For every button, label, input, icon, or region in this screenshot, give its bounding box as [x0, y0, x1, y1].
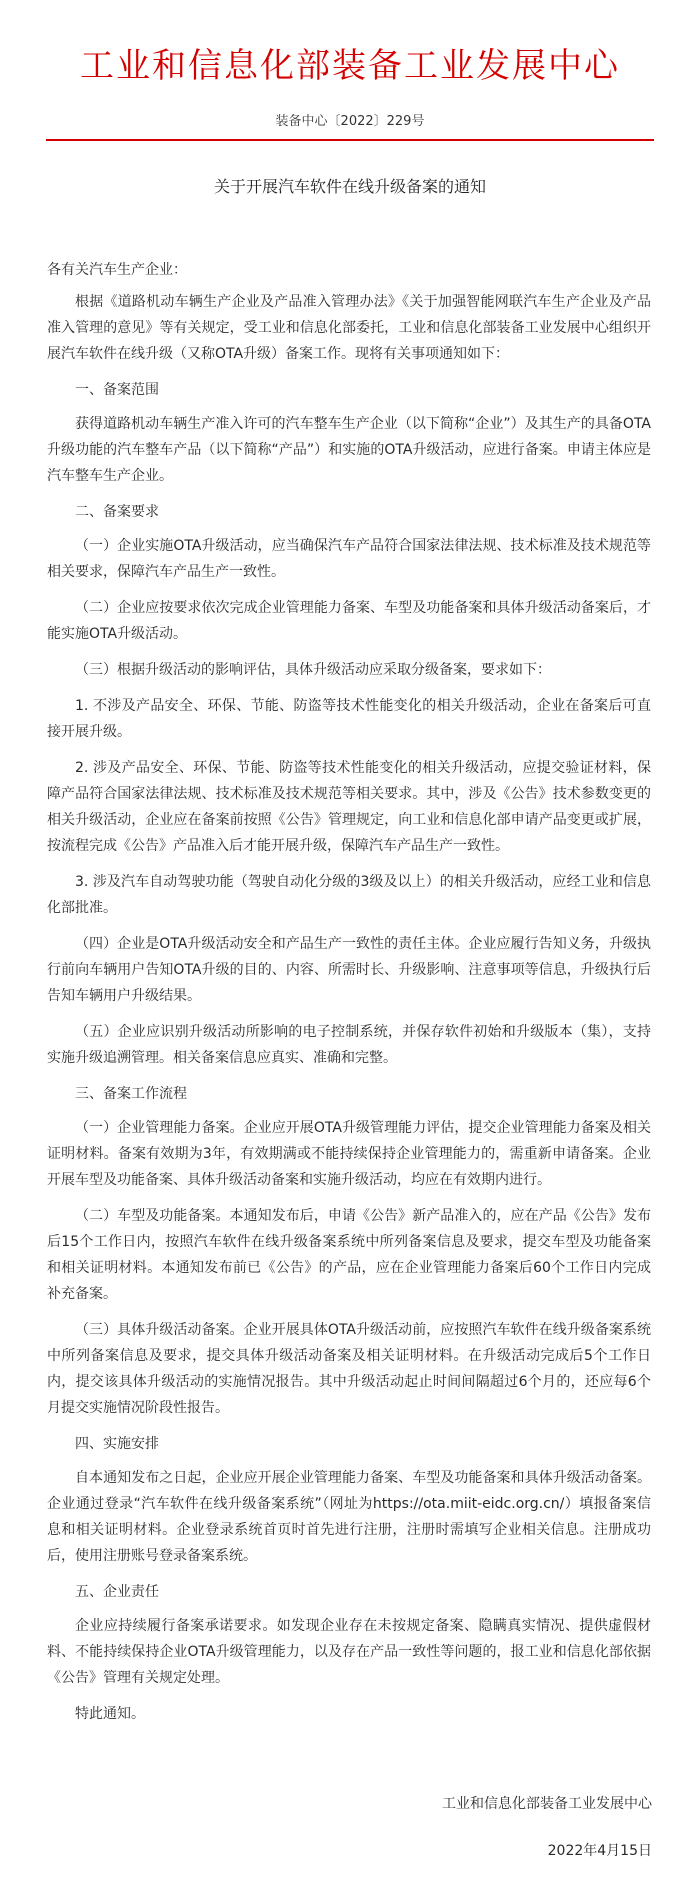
body-paragraph-responsibility: 企业应持续履行备案承诺要求。如发现企业存在未按规定备案、隐瞒真实情况、提供虚假材料、不能持续保持企业OTA升级管理能力，以及存在产品一致性等问题的，报工业和信息化部依据《公告》管理有关规定处理。 — [47, 1618, 651, 1686]
body-paragraph-arrangement: 自本通知发布之日起，企业应开展企业管理能力备案、车型及功能备案和具体升级活动备案。企业通过登录“汽车软件在线升级备案系统”（网址为https://ota.miit-eidc.org.cn/）填报备案信息和相关证明材料。企业登录系统首页时首先进行注册，注册时需填写企业相关信息。注册成功后，使用注册账号登录备案系统。 — [47, 1470, 651, 1564]
body-paragraph-req-3-item-1: 1. 不涉及产品安全、环保、节能、防盗等技术性能变化的相关升级活动，企业在备案后可直接开展升级。 — [47, 698, 651, 740]
section-heading-responsibility: 五、企业责任 — [75, 1584, 159, 1600]
section-heading-arrangement: 四、实施安排 — [75, 1436, 159, 1452]
body-paragraph-scope: 获得道路机动车辆生产准入许可的汽车整车生产企业（以下简称“企业”）及其生产的具备OTA升级功能的汽车整车产品（以下简称“产品”）和实施的OTA升级活动，应进行备案。申请主体应是汽车整车生产企业。 — [47, 416, 651, 484]
notice-body — [47, 257, 651, 1737]
section-heading-workflow: 三、备案工作流程 — [75, 1086, 187, 1102]
body-paragraph-req-1: （一）企业实施OTA升级活动，应当确保汽车产品符合国家法律法规、技术标准及技术规范等相关要求，保障汽车产品生产一致性。 — [47, 538, 651, 580]
body-paragraph-req-3: （三）根据升级活动的影响评估，具体升级活动应采取分级备案，要求如下： — [75, 662, 551, 678]
section-heading-scope: 一、备案范围 — [75, 382, 159, 398]
body-paragraph-req-5: （五）企业应识别升级活动所影响的电子控制系统，并保存软件初始和升级版本（集），支持实施升级追溯管理。相关备案信息应真实、准确和完整。 — [47, 1024, 651, 1066]
body-paragraph-req-4: （四）企业是OTA升级活动安全和产品生产一致性的责任主体。企业应履行告知义务，升级执行前向车辆用户告知OTA升级的目的、内容、所需时长、升级影响、注意事项等信息，升级执行后告知车辆用户升级结果。 — [47, 936, 651, 1004]
body-paragraph-req-2: （二）企业应按要求依次完成企业管理能力备案、车型及功能备案和具体升级活动备案后，才能实施OTA升级活动。 — [47, 600, 651, 642]
masthead-org-name: 工业和信息化部装备工业发展中心 — [80, 46, 620, 86]
body-paragraph-workflow-2: （二）车型及功能备案。本通知发布后，申请《公告》新产品准入的，应在产品《公告》发布后15个工作日内，按照汽车软件在线升级备案系统中所列备案信息及要求，提交车型及功能备案和相关证明材料。本通知发布前已《公告》的产品，应在企业管理能力备案后60个工作日内完成补充备案。 — [47, 1208, 651, 1302]
document-number: 装备中心〔2022〕229号 — [275, 114, 425, 129]
closing-line: 特此通知。 — [75, 1706, 145, 1722]
body-paragraph-workflow-1: （一）企业管理能力备案。企业应开展OTA升级管理能力评估，提交企业管理能力备案及相关证明材料。备案有效期为3年，有效期满或不能持续保持企业管理能力的，需重新申请备案。企业开展车型及功能备案、具体升级活动备案和实施升级活动，均应在有效期内进行。 — [47, 1120, 651, 1188]
body-paragraph-req-3-item-3: 3. 涉及汽车自动驾驶功能（驾驶自动化分级的3级及以上）的相关升级活动，应经工业和信息化部批准。 — [47, 874, 651, 916]
notice-title: 关于开展汽车软件在线升级备案的通知 — [213, 177, 486, 196]
red-divider-line — [46, 139, 654, 141]
salutation: 各有关汽车生产企业： — [47, 262, 187, 278]
body-paragraph-req-3-item-2: 2. 涉及产品安全、环保、节能、防盗等技术性能变化的相关升级活动，应提交验证材料，保障产品符合国家法律法规、技术标准及技术规范等相关要求。其中，涉及《公告》技术参数变更的相关升级活动，企业应在备案前按照《公告》管理规定，向工业和信息化部申请产品变更或扩展，按流程完成《公告》产品准入后才能开展升级，保障汽车产品生产一致性。 — [47, 760, 651, 854]
signature-date: 2022年4月15日 — [547, 1843, 652, 1859]
section-heading-requirements: 二、备案要求 — [75, 504, 159, 520]
signature-org: 工业和信息化部装备工业发展中心 — [442, 1796, 652, 1812]
body-paragraph-intro: 根据《道路机动车辆生产企业及产品准入管理办法》《关于加强智能网联汽车生产企业及产品准入管理的意见》等有关规定，受工业和信息化部委托，工业和信息化部装备工业发展中心组织开展汽车软件在线升级（又称OTA升级）备案工作。现将有关事项通知如下： — [47, 294, 651, 362]
body-paragraph-workflow-3: （三）具体升级活动备案。企业开展具体OTA升级活动前，应按照汽车软件在线升级备案系统中所列备案信息及要求，提交具体升级活动备案及相关证明材料。在升级活动完成后5个工作日内，提交该具体升级活动的实施情况报告。其中升级活动起止时间间隔超过6个月的，还应每6个月提交实施情况阶段性报告。 — [47, 1322, 651, 1416]
